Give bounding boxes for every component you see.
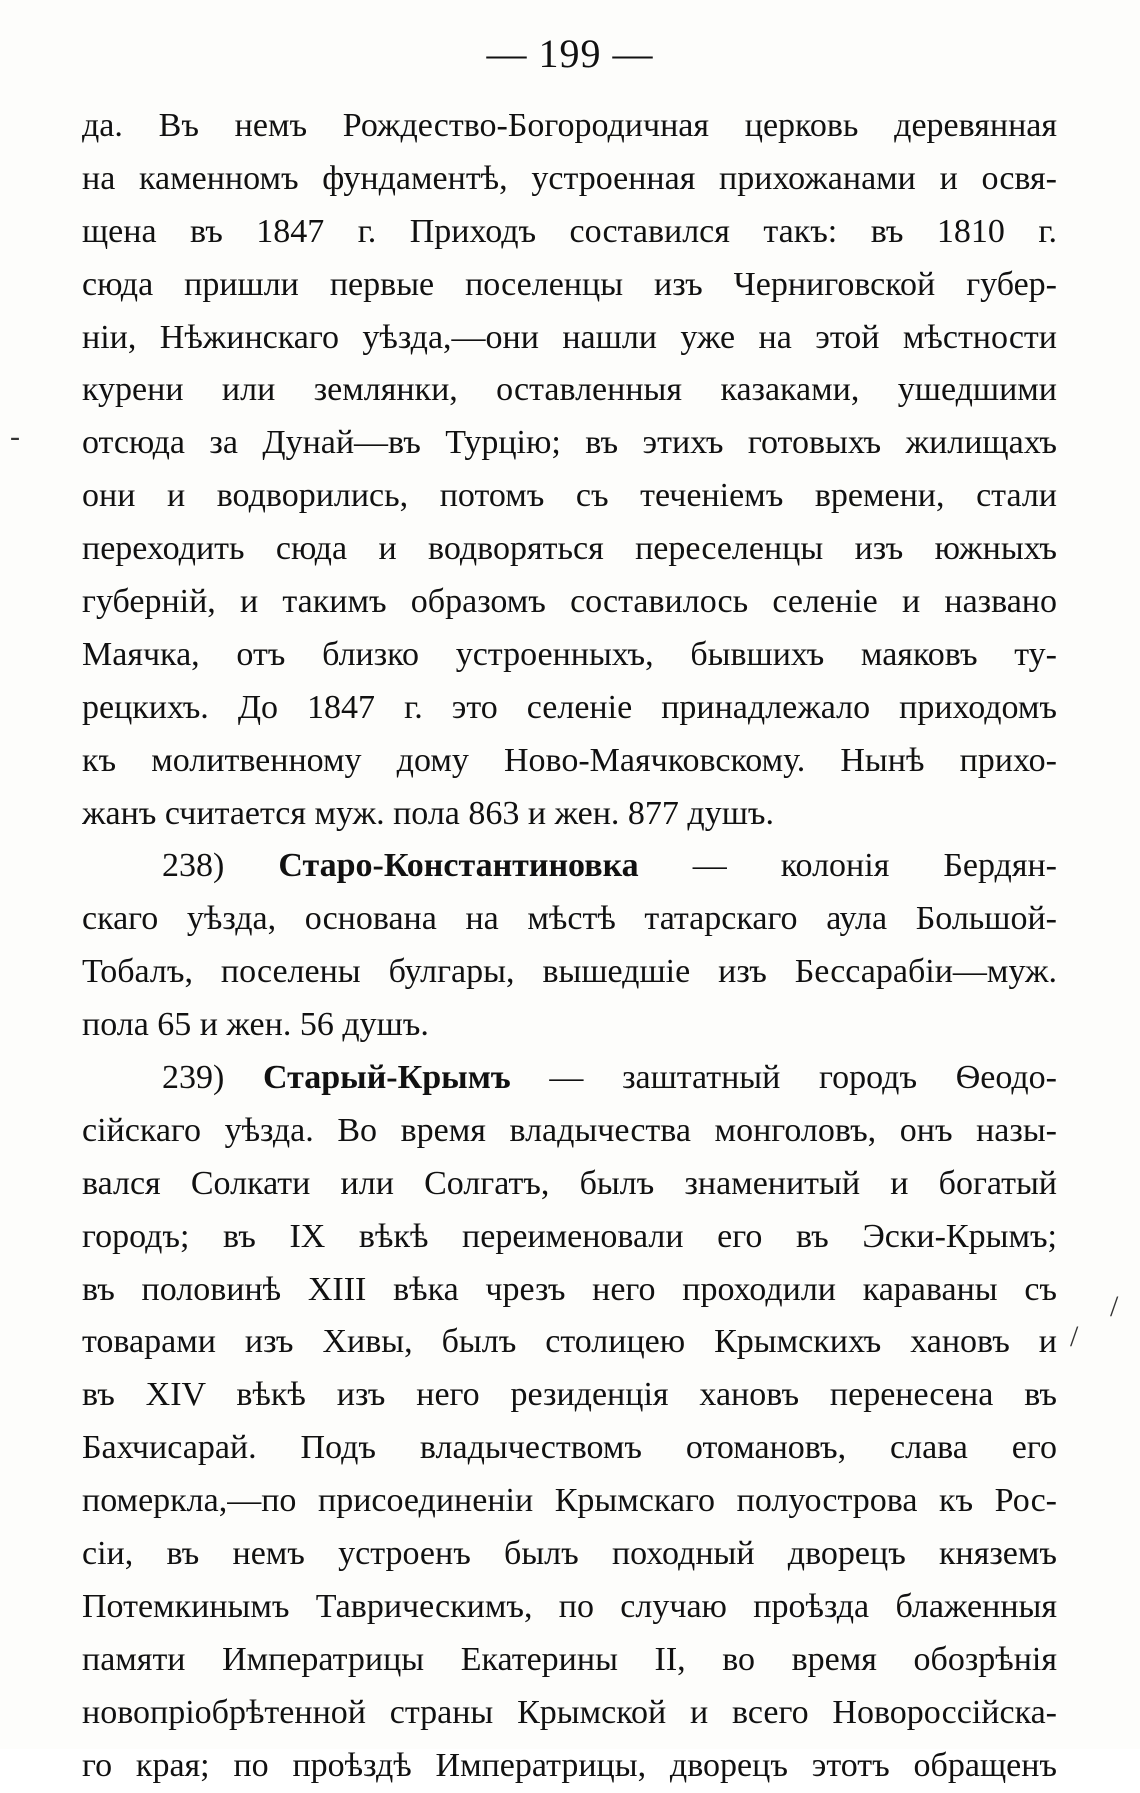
text-line-segment: они и водворились, потомъ съ теченіемъ времени, стали xyxy=(82,477,1057,515)
text-line xyxy=(82,1158,1057,1211)
text-line xyxy=(82,153,1057,206)
text-line-segment: въ XIV вѣкѣ изъ него резиденція хановъ перенесена въ xyxy=(82,1376,1057,1414)
text-line-segment: къ молитвенному дому Ново-Маячковскому. Нынѣ прихо- xyxy=(82,741,1057,779)
text-line xyxy=(82,100,1057,153)
entry-heading: Старо-Константиновка xyxy=(278,847,639,885)
text-line-segment: товарами изъ Хивы, былъ столицею Крымскихъ хановъ и xyxy=(82,1323,1057,1361)
text-line-segment: щена въ 1847 г. Приходъ составился такъ: въ 1810 г. xyxy=(82,212,1057,250)
text-line-segment: 239) xyxy=(162,1059,264,1097)
text-line xyxy=(82,259,1057,312)
text-line xyxy=(82,1581,1057,1634)
text-line xyxy=(82,840,1057,893)
entry-heading: Старый-Крымъ xyxy=(263,1059,511,1097)
text-line xyxy=(82,1422,1057,1475)
text-line-segment: сійскаго уѣзда. Во время владычества монголовъ, онъ назы- xyxy=(82,1111,1057,1149)
margin-mark: / xyxy=(1110,1290,1119,1323)
text-line xyxy=(82,1369,1057,1422)
text-line-segment: на каменномъ фундаментѣ, устроенная прихожанами и освя- xyxy=(82,159,1057,197)
text-line-segment: скаго уѣзда, основана на мѣстѣ татарскаго аула Большой- xyxy=(82,900,1057,938)
text-line xyxy=(82,1105,1057,1158)
page-number: — 199 — xyxy=(486,31,654,76)
text-line-segment: Тобалъ, поселены булгары, вышедшіе изъ Бессарабіи—муж. xyxy=(82,953,1057,991)
text-line-segment: пола 65 и жен. 56 душъ. xyxy=(82,1006,429,1044)
text-line xyxy=(82,1528,1057,1581)
text-line xyxy=(82,1475,1057,1528)
text-line-segment: да. Въ немъ Рождество-Богородичная церковь деревянная xyxy=(82,107,1057,144)
text-line xyxy=(82,629,1057,682)
margin-mark: / xyxy=(1070,1320,1079,1353)
text-line xyxy=(82,1687,1057,1740)
text-line xyxy=(82,1052,1057,1105)
text-line xyxy=(82,523,1057,576)
text-line-segment: жанъ считается муж. пола 863 и жен. 877 душъ. xyxy=(82,794,774,832)
text-line xyxy=(82,576,1057,629)
text-line xyxy=(82,682,1057,735)
text-line-segment: 238) xyxy=(162,847,279,885)
text-line-segment: курени или землянки, оставленныя казаками, ушедшими xyxy=(82,371,1057,409)
text-line-segment: отсюда за Дунай—въ Турцію; въ этихъ готовыхъ жилищахъ xyxy=(82,424,1057,462)
text-line xyxy=(82,946,1057,999)
text-line xyxy=(82,1316,1057,1369)
text-line xyxy=(82,417,1057,470)
text-line xyxy=(82,364,1057,417)
text-line xyxy=(82,1740,1057,1793)
text-line xyxy=(82,1264,1057,1317)
text-line-segment: ніи, Нѣжинскаго уѣзда,—они нашли уже на этой мѣстности xyxy=(82,318,1057,356)
text-line-segment: — заштатный городъ Ѳеодо- xyxy=(510,1059,1057,1097)
text-line-segment: переходить сюда и водворяться переселенцы изъ южныхъ xyxy=(82,530,1057,568)
text-line xyxy=(82,1634,1057,1687)
text-line-segment: новопріобрѣтенной страны Крымской и всего Новороссійска- xyxy=(82,1693,1057,1731)
text-line xyxy=(82,470,1057,523)
text-line-segment: въ половинѣ XIII вѣка чрезъ него проходили караваны съ xyxy=(82,1270,1057,1308)
text-line-segment: Потемкинымъ Таврическимъ, по случаю проѣзда блаженныя xyxy=(82,1587,1057,1625)
margin-mark: - xyxy=(10,420,20,453)
text-line-segment: губерній, и такимъ образомъ составилось селеніе и названо xyxy=(82,583,1057,621)
text-line-segment: сіи, въ немъ устроенъ былъ походный дворецъ княземъ xyxy=(82,1535,1057,1573)
text-line-segment: Маячка, отъ близко устроенныхъ, бывшихъ маяковъ ту- xyxy=(82,635,1057,673)
text-line xyxy=(82,788,1057,841)
text-line-segment: го края; по проѣздѣ Императрицы, дворецъ этотъ обращенъ xyxy=(82,1746,1057,1784)
text-line-segment: сюда пришли первые поселенцы изъ Черниговской губер- xyxy=(82,265,1057,303)
text-line xyxy=(82,206,1057,259)
text-line-segment: вался Солкати или Солгатъ, былъ знаменитый и богатый xyxy=(82,1164,1057,1202)
text-line-segment: померкла,—по присоединеніи Крымскаго полуострова къ Рос- xyxy=(82,1482,1057,1520)
text-line xyxy=(82,735,1057,788)
text-line-segment: рецкихъ. До 1847 г. это селеніе принадлежало приходомъ xyxy=(82,688,1057,726)
text-line xyxy=(82,1211,1057,1264)
text-line-segment: Бахчисарай. Подъ владычествомъ отомановъ, слава его xyxy=(82,1429,1057,1467)
text-line-segment: городъ; въ IX вѣкѣ переименовали его въ Эски-Крымъ; xyxy=(82,1217,1057,1255)
text-line-segment: памяти Императрицы Екатерины II, во время обозрѣнія xyxy=(82,1640,1057,1678)
text-line xyxy=(82,312,1057,365)
text-line-segment: — колонія Бердян- xyxy=(638,847,1057,885)
body-text xyxy=(82,100,1057,1793)
text-line xyxy=(82,893,1057,946)
text-line xyxy=(82,999,1057,1052)
